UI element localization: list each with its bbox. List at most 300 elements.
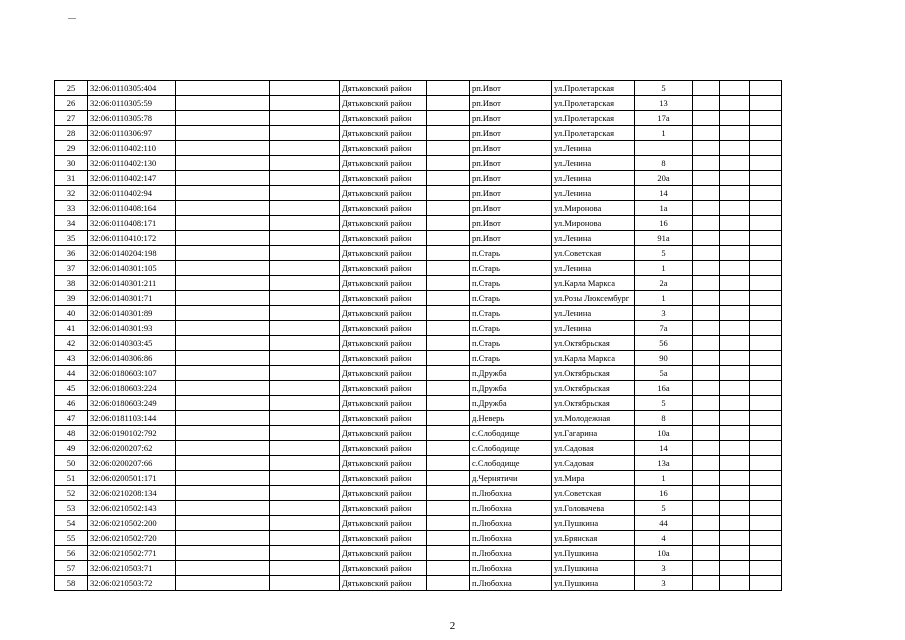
row-number-cell: 34	[55, 216, 88, 231]
locality-cell: п.Старь	[470, 351, 552, 366]
street-cell: ул.Пушкина	[552, 561, 635, 576]
empty-cell	[693, 441, 720, 456]
district-cell: Дятьковский район	[340, 186, 427, 201]
empty-cell	[720, 411, 750, 426]
district-cell: Дятьковский район	[340, 576, 427, 591]
building-number-cell: 5	[635, 81, 693, 96]
empty-cell	[270, 96, 340, 111]
empty-cell	[693, 261, 720, 276]
locality-cell: п.Старь	[470, 291, 552, 306]
cadastral-register-table	[54, 80, 782, 591]
empty-cell	[750, 336, 782, 351]
cadastral-number-cell: 32:06:0210208:134	[88, 486, 176, 501]
locality-cell: рп.Ивот	[470, 171, 552, 186]
empty-cell	[750, 96, 782, 111]
empty-cell	[270, 441, 340, 456]
street-cell: ул.Советская	[552, 486, 635, 501]
empty-cell	[270, 366, 340, 381]
building-number-cell: 8	[635, 156, 693, 171]
empty-cell	[427, 231, 470, 246]
district-cell: Дятьковский район	[340, 396, 427, 411]
empty-cell	[693, 126, 720, 141]
table-row	[55, 441, 782, 456]
empty-cell	[176, 276, 270, 291]
empty-cell	[427, 276, 470, 291]
cadastral-number-cell: 32:06:0110402:110	[88, 141, 176, 156]
cadastral-number-cell: 32:06:0110305:59	[88, 96, 176, 111]
empty-cell	[693, 306, 720, 321]
empty-cell	[270, 561, 340, 576]
street-cell: ул.Ленина	[552, 306, 635, 321]
street-cell: ул.Гагарина	[552, 426, 635, 441]
table-row	[55, 381, 782, 396]
empty-cell	[720, 186, 750, 201]
empty-cell	[427, 351, 470, 366]
locality-cell: рп.Ивот	[470, 231, 552, 246]
district-cell: Дятьковский район	[340, 216, 427, 231]
empty-cell	[270, 231, 340, 246]
district-cell: Дятьковский район	[340, 456, 427, 471]
empty-cell	[750, 231, 782, 246]
empty-cell	[176, 171, 270, 186]
building-number-cell: 13	[635, 96, 693, 111]
cadastral-number-cell: 32:06:0210503:72	[88, 576, 176, 591]
street-cell: ул.Пролетарская	[552, 111, 635, 126]
page-number: 2	[449, 620, 456, 632]
street-cell: ул.Пролетарская	[552, 81, 635, 96]
row-number-cell: 37	[55, 261, 88, 276]
district-cell: Дятьковский район	[340, 546, 427, 561]
district-cell: Дятьковский район	[340, 321, 427, 336]
table-row	[55, 531, 782, 546]
building-number-cell: 2а	[635, 276, 693, 291]
empty-cell	[270, 456, 340, 471]
cadastral-number-cell: 32:06:0140306:86	[88, 351, 176, 366]
locality-cell: п.Старь	[470, 306, 552, 321]
empty-cell	[176, 291, 270, 306]
table-row	[55, 126, 782, 141]
empty-cell	[693, 411, 720, 426]
district-cell: Дятьковский район	[340, 81, 427, 96]
empty-cell	[427, 336, 470, 351]
cadastral-number-cell: 32:06:0140301:89	[88, 306, 176, 321]
row-number-cell: 49	[55, 441, 88, 456]
table-row	[55, 336, 782, 351]
empty-cell	[176, 246, 270, 261]
empty-cell	[176, 216, 270, 231]
empty-cell	[270, 336, 340, 351]
empty-cell	[750, 381, 782, 396]
empty-cell	[720, 231, 750, 246]
cadastral-number-cell: 32:06:0110408:164	[88, 201, 176, 216]
empty-cell	[720, 141, 750, 156]
building-number-cell: 5а	[635, 366, 693, 381]
empty-cell	[720, 111, 750, 126]
empty-cell	[176, 516, 270, 531]
empty-cell	[720, 456, 750, 471]
row-number-cell: 32	[55, 186, 88, 201]
row-number-cell: 50	[55, 456, 88, 471]
table-row	[55, 396, 782, 411]
empty-cell	[270, 351, 340, 366]
street-cell: ул.Ленина	[552, 231, 635, 246]
empty-cell	[270, 501, 340, 516]
locality-cell: рп.Ивот	[470, 126, 552, 141]
locality-cell: рп.Ивот	[470, 216, 552, 231]
row-number-cell: 42	[55, 336, 88, 351]
district-cell: Дятьковский район	[340, 246, 427, 261]
street-cell: ул.Розы Люксембург	[552, 291, 635, 306]
row-number-cell: 25	[55, 81, 88, 96]
street-cell: ул.Миронова	[552, 216, 635, 231]
empty-cell	[720, 96, 750, 111]
district-cell: Дятьковский район	[340, 336, 427, 351]
building-number-cell: 1а	[635, 201, 693, 216]
empty-cell	[693, 186, 720, 201]
empty-cell	[693, 396, 720, 411]
row-number-cell: 48	[55, 426, 88, 441]
street-cell: ул.Мира	[552, 471, 635, 486]
row-number-cell: 58	[55, 576, 88, 591]
street-cell: ул.Садовая	[552, 456, 635, 471]
empty-cell	[693, 351, 720, 366]
building-number-cell: 8	[635, 411, 693, 426]
empty-cell	[693, 546, 720, 561]
empty-cell	[750, 276, 782, 291]
cadastral-number-cell: 32:06:0210502:200	[88, 516, 176, 531]
empty-cell	[427, 561, 470, 576]
empty-cell	[176, 321, 270, 336]
locality-cell: п.Дружба	[470, 381, 552, 396]
building-number-cell: 14	[635, 441, 693, 456]
empty-cell	[176, 96, 270, 111]
table-row	[55, 411, 782, 426]
building-number-cell: 4	[635, 531, 693, 546]
empty-cell	[176, 546, 270, 561]
empty-cell	[270, 576, 340, 591]
cadastral-number-cell: 32:06:0110408:171	[88, 216, 176, 231]
district-cell: Дятьковский район	[340, 231, 427, 246]
empty-cell	[176, 336, 270, 351]
row-number-cell: 26	[55, 96, 88, 111]
row-number-cell: 36	[55, 246, 88, 261]
empty-cell	[693, 111, 720, 126]
empty-cell	[750, 396, 782, 411]
empty-cell	[693, 81, 720, 96]
empty-cell	[427, 546, 470, 561]
building-number-cell	[635, 141, 693, 156]
empty-cell	[176, 426, 270, 441]
empty-cell	[427, 411, 470, 426]
cadastral-number-cell: 32:06:0210502:720	[88, 531, 176, 546]
empty-cell	[176, 186, 270, 201]
table-row	[55, 201, 782, 216]
locality-cell: с.Слободище	[470, 441, 552, 456]
empty-cell	[750, 366, 782, 381]
empty-cell	[270, 186, 340, 201]
empty-cell	[270, 321, 340, 336]
empty-cell	[176, 471, 270, 486]
row-number-cell: 30	[55, 156, 88, 171]
empty-cell	[750, 351, 782, 366]
district-cell: Дятьковский район	[340, 111, 427, 126]
street-cell: ул.Садовая	[552, 441, 635, 456]
empty-cell	[693, 366, 720, 381]
table-row	[55, 546, 782, 561]
empty-cell	[270, 156, 340, 171]
empty-cell	[750, 471, 782, 486]
table-row	[55, 351, 782, 366]
empty-cell	[176, 306, 270, 321]
street-cell: ул.Октябрьская	[552, 381, 635, 396]
row-number-cell: 47	[55, 411, 88, 426]
empty-cell	[693, 96, 720, 111]
empty-cell	[427, 306, 470, 321]
empty-cell	[750, 111, 782, 126]
scan-artifact-mark	[68, 18, 76, 19]
empty-cell	[693, 141, 720, 156]
locality-cell: п.Любохна	[470, 561, 552, 576]
empty-cell	[176, 366, 270, 381]
building-number-cell: 3	[635, 561, 693, 576]
locality-cell: п.Старь	[470, 261, 552, 276]
building-number-cell: 14	[635, 186, 693, 201]
table-row	[55, 306, 782, 321]
table-row	[55, 246, 782, 261]
empty-cell	[270, 546, 340, 561]
empty-cell	[720, 351, 750, 366]
empty-cell	[720, 201, 750, 216]
empty-cell	[750, 246, 782, 261]
empty-cell	[270, 516, 340, 531]
district-cell: Дятьковский район	[340, 366, 427, 381]
empty-cell	[720, 561, 750, 576]
table-row	[55, 186, 782, 201]
empty-cell	[693, 321, 720, 336]
row-number-cell: 29	[55, 141, 88, 156]
row-number-cell: 57	[55, 561, 88, 576]
building-number-cell: 56	[635, 336, 693, 351]
empty-cell	[176, 141, 270, 156]
cadastral-number-cell: 32:06:0110410:172	[88, 231, 176, 246]
building-number-cell: 17а	[635, 111, 693, 126]
empty-cell	[693, 456, 720, 471]
cadastral-number-cell: 32:06:0200207:66	[88, 456, 176, 471]
table-row	[55, 456, 782, 471]
empty-cell	[720, 441, 750, 456]
district-cell: Дятьковский район	[340, 426, 427, 441]
empty-cell	[693, 561, 720, 576]
locality-cell: п.Любохна	[470, 546, 552, 561]
empty-cell	[270, 246, 340, 261]
street-cell: ул.Ленина	[552, 321, 635, 336]
empty-cell	[720, 486, 750, 501]
district-cell: Дятьковский район	[340, 561, 427, 576]
district-cell: Дятьковский район	[340, 141, 427, 156]
empty-cell	[693, 426, 720, 441]
cadastral-number-cell: 32:06:0140204:198	[88, 246, 176, 261]
empty-cell	[427, 381, 470, 396]
district-cell: Дятьковский район	[340, 126, 427, 141]
district-cell: Дятьковский район	[340, 351, 427, 366]
empty-cell	[750, 141, 782, 156]
empty-cell	[693, 291, 720, 306]
street-cell: ул.Октябрьская	[552, 366, 635, 381]
row-number-cell: 27	[55, 111, 88, 126]
street-cell: ул.Ленина	[552, 186, 635, 201]
cadastral-number-cell: 32:06:0110305:78	[88, 111, 176, 126]
building-number-cell: 16а	[635, 381, 693, 396]
locality-cell: п.Любохна	[470, 576, 552, 591]
building-number-cell: 5	[635, 396, 693, 411]
street-cell: ул.Октябрьская	[552, 336, 635, 351]
empty-cell	[720, 171, 750, 186]
table-row	[55, 276, 782, 291]
empty-cell	[270, 171, 340, 186]
empty-cell	[270, 81, 340, 96]
empty-cell	[176, 411, 270, 426]
empty-cell	[750, 561, 782, 576]
building-number-cell: 20а	[635, 171, 693, 186]
empty-cell	[270, 531, 340, 546]
locality-cell: п.Старь	[470, 246, 552, 261]
row-number-cell: 43	[55, 351, 88, 366]
empty-cell	[427, 501, 470, 516]
empty-cell	[176, 531, 270, 546]
table-row	[55, 366, 782, 381]
empty-cell	[427, 396, 470, 411]
empty-cell	[720, 576, 750, 591]
street-cell: ул.Молодежная	[552, 411, 635, 426]
district-cell: Дятьковский район	[340, 381, 427, 396]
cadastral-number-cell: 32:06:0140303:45	[88, 336, 176, 351]
empty-cell	[176, 441, 270, 456]
street-cell: ул.Пролетарская	[552, 126, 635, 141]
row-number-cell: 31	[55, 171, 88, 186]
empty-cell	[750, 546, 782, 561]
cadastral-number-cell: 32:06:0110402:147	[88, 171, 176, 186]
empty-cell	[427, 216, 470, 231]
locality-cell: п.Любохна	[470, 516, 552, 531]
empty-cell	[270, 141, 340, 156]
empty-cell	[176, 156, 270, 171]
empty-cell	[750, 516, 782, 531]
locality-cell: д.Неверь	[470, 411, 552, 426]
district-cell: Дятьковский район	[340, 411, 427, 426]
table-row	[55, 486, 782, 501]
building-number-cell: 7а	[635, 321, 693, 336]
locality-cell: рп.Ивот	[470, 141, 552, 156]
empty-cell	[427, 321, 470, 336]
building-number-cell: 1	[635, 261, 693, 276]
row-number-cell: 46	[55, 396, 88, 411]
table-row	[55, 171, 782, 186]
empty-cell	[270, 111, 340, 126]
cadastral-number-cell: 32:06:0200501:171	[88, 471, 176, 486]
table-row	[55, 111, 782, 126]
empty-cell	[693, 216, 720, 231]
empty-cell	[750, 411, 782, 426]
cadastral-number-cell: 32:06:0181103:144	[88, 411, 176, 426]
empty-cell	[427, 246, 470, 261]
empty-cell	[750, 576, 782, 591]
empty-cell	[693, 171, 720, 186]
table-row	[55, 261, 782, 276]
empty-cell	[176, 501, 270, 516]
row-number-cell: 28	[55, 126, 88, 141]
empty-cell	[176, 261, 270, 276]
empty-cell	[427, 126, 470, 141]
building-number-cell: 90	[635, 351, 693, 366]
empty-cell	[176, 561, 270, 576]
building-number-cell: 91а	[635, 231, 693, 246]
district-cell: Дятьковский район	[340, 156, 427, 171]
building-number-cell: 16	[635, 486, 693, 501]
building-number-cell: 10а	[635, 546, 693, 561]
empty-cell	[750, 156, 782, 171]
empty-cell	[270, 291, 340, 306]
cadastral-number-cell: 32:06:0110305:404	[88, 81, 176, 96]
empty-cell	[750, 261, 782, 276]
empty-cell	[427, 156, 470, 171]
empty-cell	[720, 291, 750, 306]
empty-cell	[720, 501, 750, 516]
empty-cell	[176, 351, 270, 366]
empty-cell	[270, 426, 340, 441]
cadastral-number-cell: 32:06:0180603:249	[88, 396, 176, 411]
district-cell: Дятьковский район	[340, 516, 427, 531]
empty-cell	[427, 456, 470, 471]
empty-cell	[270, 276, 340, 291]
table-row	[55, 426, 782, 441]
cadastral-number-cell: 32:06:0140301:93	[88, 321, 176, 336]
street-cell: ул.Карла Маркса	[552, 351, 635, 366]
locality-cell: п.Дружба	[470, 396, 552, 411]
row-number-cell: 45	[55, 381, 88, 396]
empty-cell	[750, 291, 782, 306]
locality-cell: с.Слободище	[470, 456, 552, 471]
cadastral-number-cell: 32:06:0190102:792	[88, 426, 176, 441]
empty-cell	[270, 381, 340, 396]
empty-cell	[427, 96, 470, 111]
street-cell: ул.Карла Маркса	[552, 276, 635, 291]
table-row	[55, 576, 782, 591]
empty-cell	[720, 306, 750, 321]
empty-cell	[720, 531, 750, 546]
cadastral-number-cell: 32:06:0180603:107	[88, 366, 176, 381]
empty-cell	[176, 396, 270, 411]
empty-cell	[270, 471, 340, 486]
street-cell: ул.Пушкина	[552, 516, 635, 531]
empty-cell	[720, 246, 750, 261]
empty-cell	[720, 321, 750, 336]
locality-cell: рп.Ивот	[470, 96, 552, 111]
table-row	[55, 501, 782, 516]
locality-cell: рп.Ивот	[470, 156, 552, 171]
district-cell: Дятьковский район	[340, 261, 427, 276]
cadastral-number-cell: 32:06:0210502:143	[88, 501, 176, 516]
cadastral-number-cell: 32:06:0110402:130	[88, 156, 176, 171]
table-row	[55, 516, 782, 531]
empty-cell	[427, 366, 470, 381]
row-number-cell: 51	[55, 471, 88, 486]
empty-cell	[750, 186, 782, 201]
empty-cell	[693, 576, 720, 591]
empty-cell	[270, 126, 340, 141]
table-row	[55, 216, 782, 231]
building-number-cell: 13а	[635, 456, 693, 471]
district-cell: Дятьковский район	[340, 486, 427, 501]
